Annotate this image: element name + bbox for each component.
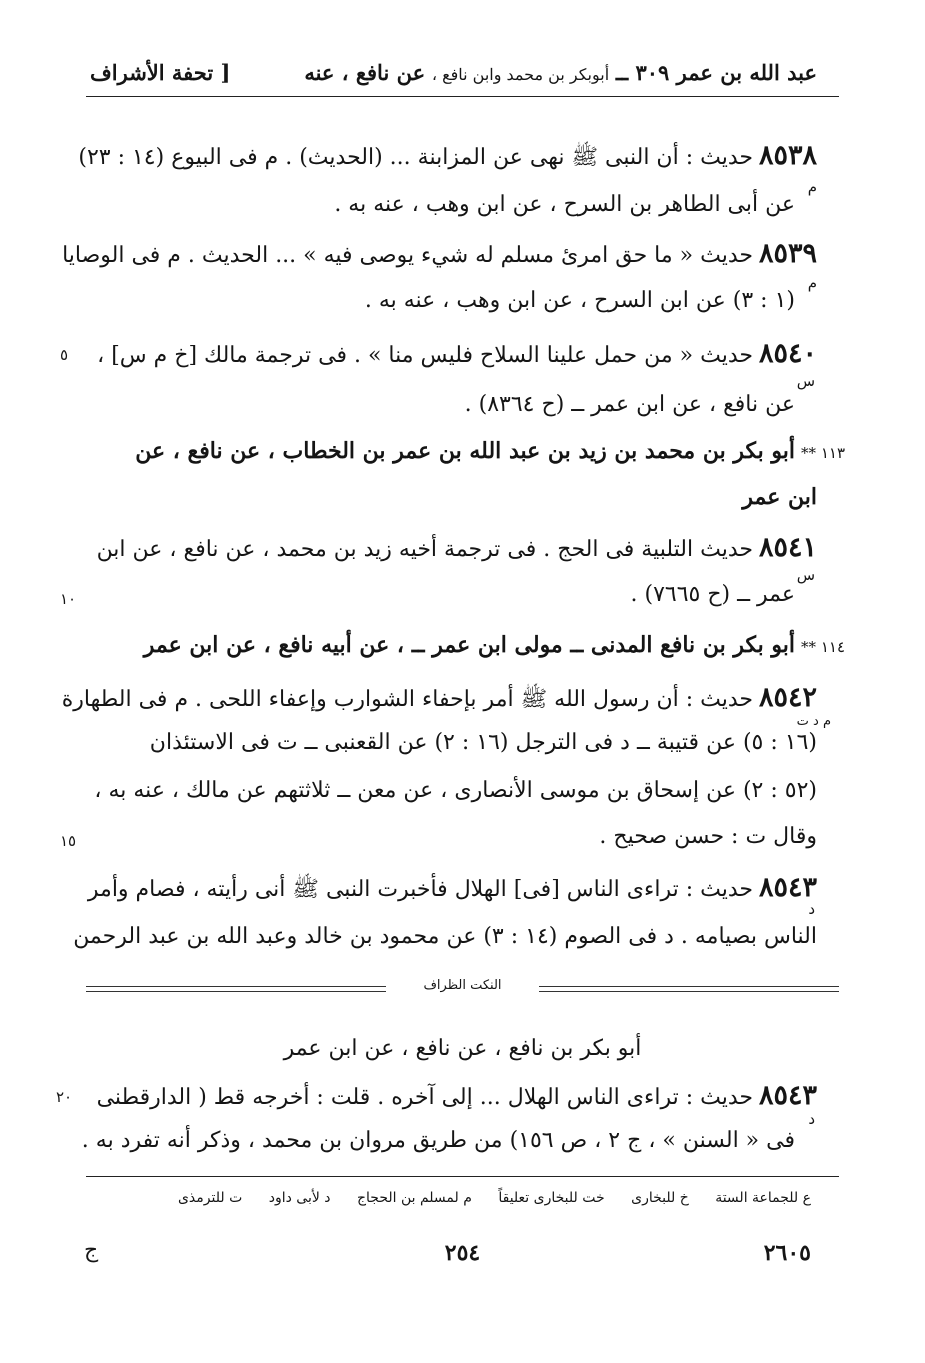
legend-item: م لمسلم بن الحجاج [356, 1190, 472, 1206]
header-source: عن نافع ، عنه [304, 60, 426, 85]
nukat-8543-line1: ٨٥٤٣حديث : تراءى الناس الهلال ... إلى آخره . قلت : أخرجه قط ( الدارقطنى [96, 1080, 817, 1111]
separator-label: النكت الظراف [417, 978, 507, 993]
hadith-number: ٨٥٤٠ [758, 338, 817, 369]
sigla-legend [156, 1190, 811, 1206]
hadith-8539-line1: ٨٥٣٩حديث « ما حق امرئ مسلم له شيء يوصى فيه » ... الحديث . م فى الوصايا [62, 238, 817, 269]
header-author: عبد الله بن عمر ٣٠٩ ــ [615, 60, 817, 85]
hadith-8539-sigla: م [807, 274, 817, 292]
section-113-line1: ١١٣ **أبو بكر بن محمد بن زيد بن عبد الله بن عمر بن الخطاب ، عن نافع ، عن [135, 438, 845, 464]
footer-code: ٢٦٠٥ [763, 1240, 811, 1266]
header-chain: أبوبكر بن محمد وابن نافع ، [431, 65, 610, 84]
hadith-number: ٨٥٤٢ [758, 682, 817, 713]
hadith-8542-sigla: م د ت [796, 714, 831, 729]
header-rule [86, 96, 839, 97]
hadith-8542-line3: (٥٢ : ٢) عن إسحاق بن موسى الأنصارى ، عن معن ــ ثلاثتهم عن مالك ، عنه به ، [94, 778, 817, 803]
hadith-8541-sigla: س [796, 566, 815, 584]
volume-letter: ج [84, 1238, 99, 1263]
hadith-number: ٨٥٤٣ [758, 1080, 817, 1111]
footer-rule [86, 1176, 839, 1177]
hadith-8538-line2: عن أبى الطاهر بن السرح ، عن ابن وهب ، عنه به . [334, 192, 795, 217]
hadith-number: ٨٥٤٣ [758, 872, 817, 903]
hadith-number: ٨٥٣٨ [758, 140, 817, 171]
hadith-8538-sigla: م [807, 178, 817, 196]
section-113-line2: ابن عمر [742, 484, 817, 510]
section-number: ١١٣ ** [801, 444, 845, 462]
nukat-heading: أبو بكر بن نافع ، عن نافع ، عن ابن عمر [283, 1036, 642, 1061]
hadith-8542-line1: ٨٥٤٢حديث : أن رسول الله ﷺ أمر بإحفاء الشوارب وإعفاء اللحى . م فى الطهارة [61, 682, 817, 713]
legend-item: خ للبخارى [631, 1190, 689, 1206]
hadith-8543-sigla: د [808, 900, 815, 918]
nukat-8543-sigla: د [808, 1110, 815, 1128]
legend-item: ع للجماعة الستة [715, 1190, 811, 1206]
page-number: ٢٥٤ [444, 1240, 481, 1266]
legend-item: ت للترمذى [177, 1190, 243, 1206]
nukat-8543-line2: فى « السنن » ، ج ٢ ، ص ١٥٦) من طريق مروان بن محمد ، وذكر أنه تفرد به . [81, 1128, 795, 1153]
hadith-8540-sigla: س [796, 372, 815, 390]
hadith-8539-line2: (١ : ٣) عن ابن السرح ، عن ابن وهب ، عنه به . [364, 288, 795, 313]
legend-item: خت للبخارى تعليقاً [498, 1190, 605, 1206]
nukat-separator [86, 978, 839, 996]
hadith-8543-line2: الناس بصيامه . د فى الصوم (١٤ : ٣) عن محمود بن خالد وعبد الله بن عبد الرحمن [73, 924, 817, 949]
hadith-8541-line1: ٨٥٤١حديث التلبية فى الحج . فى ترجمة أخيه زيد بن محمد ، عن نافع ، عن ابن [96, 532, 817, 563]
legend-item: د لأبى داود [268, 1190, 331, 1206]
hadith-8543-line1: ٨٥٤٣حديث : تراءى الناس [فى] الهلال فأخبرت النبى ﷺ أنى رأيته ، فصام وأمر [87, 872, 817, 903]
section-114-line1: ١١٤ **أبو بكر بن نافع المدنى ــ مولى ابن عمر ــ ، عن أبيه نافع ، عن ابن عمر [143, 632, 845, 658]
header-book-title: [ تحفة الأشراف [90, 60, 231, 85]
running-header [304, 60, 817, 85]
line-number-15: ١٥ [60, 832, 77, 850]
line-number-5: ٥ [60, 346, 69, 364]
hadith-8542-line2: (١٦ : ٥) عن قتيبة ــ د فى الترجل (١٦ : ٢) عن القعنبى ــ ت فى الاستئذان [149, 730, 817, 755]
hadith-8542-line4: وقال ت : حسن صحيح . [599, 824, 817, 849]
hadith-number: ٨٥٤١ [758, 532, 817, 563]
hadith-8538-line1: ٨٥٣٨حديث : أن النبى ﷺ نهى عن المزابنة ... (الحديث) . م فى البيوع (١٤ : ٢٣) [78, 140, 817, 171]
hadith-8540-line1: ٨٥٤٠حديث « من حمل علينا السلاح فليس منا » . فى ترجمة مالك [خ م س] ، [97, 338, 817, 369]
hadith-number: ٨٥٣٩ [758, 238, 817, 269]
hadith-8540-line2: عن نافع ، عن ابن عمر ــ (ح ٨٣٦٤) . [464, 392, 795, 417]
line-number-20: ٢٠ [56, 1088, 73, 1106]
line-number-10: ١٠ [60, 590, 77, 608]
section-number: ١١٤ ** [801, 638, 845, 656]
hadith-8541-line2: عمر ــ (ح ٧٦٦٥) . [630, 582, 795, 607]
